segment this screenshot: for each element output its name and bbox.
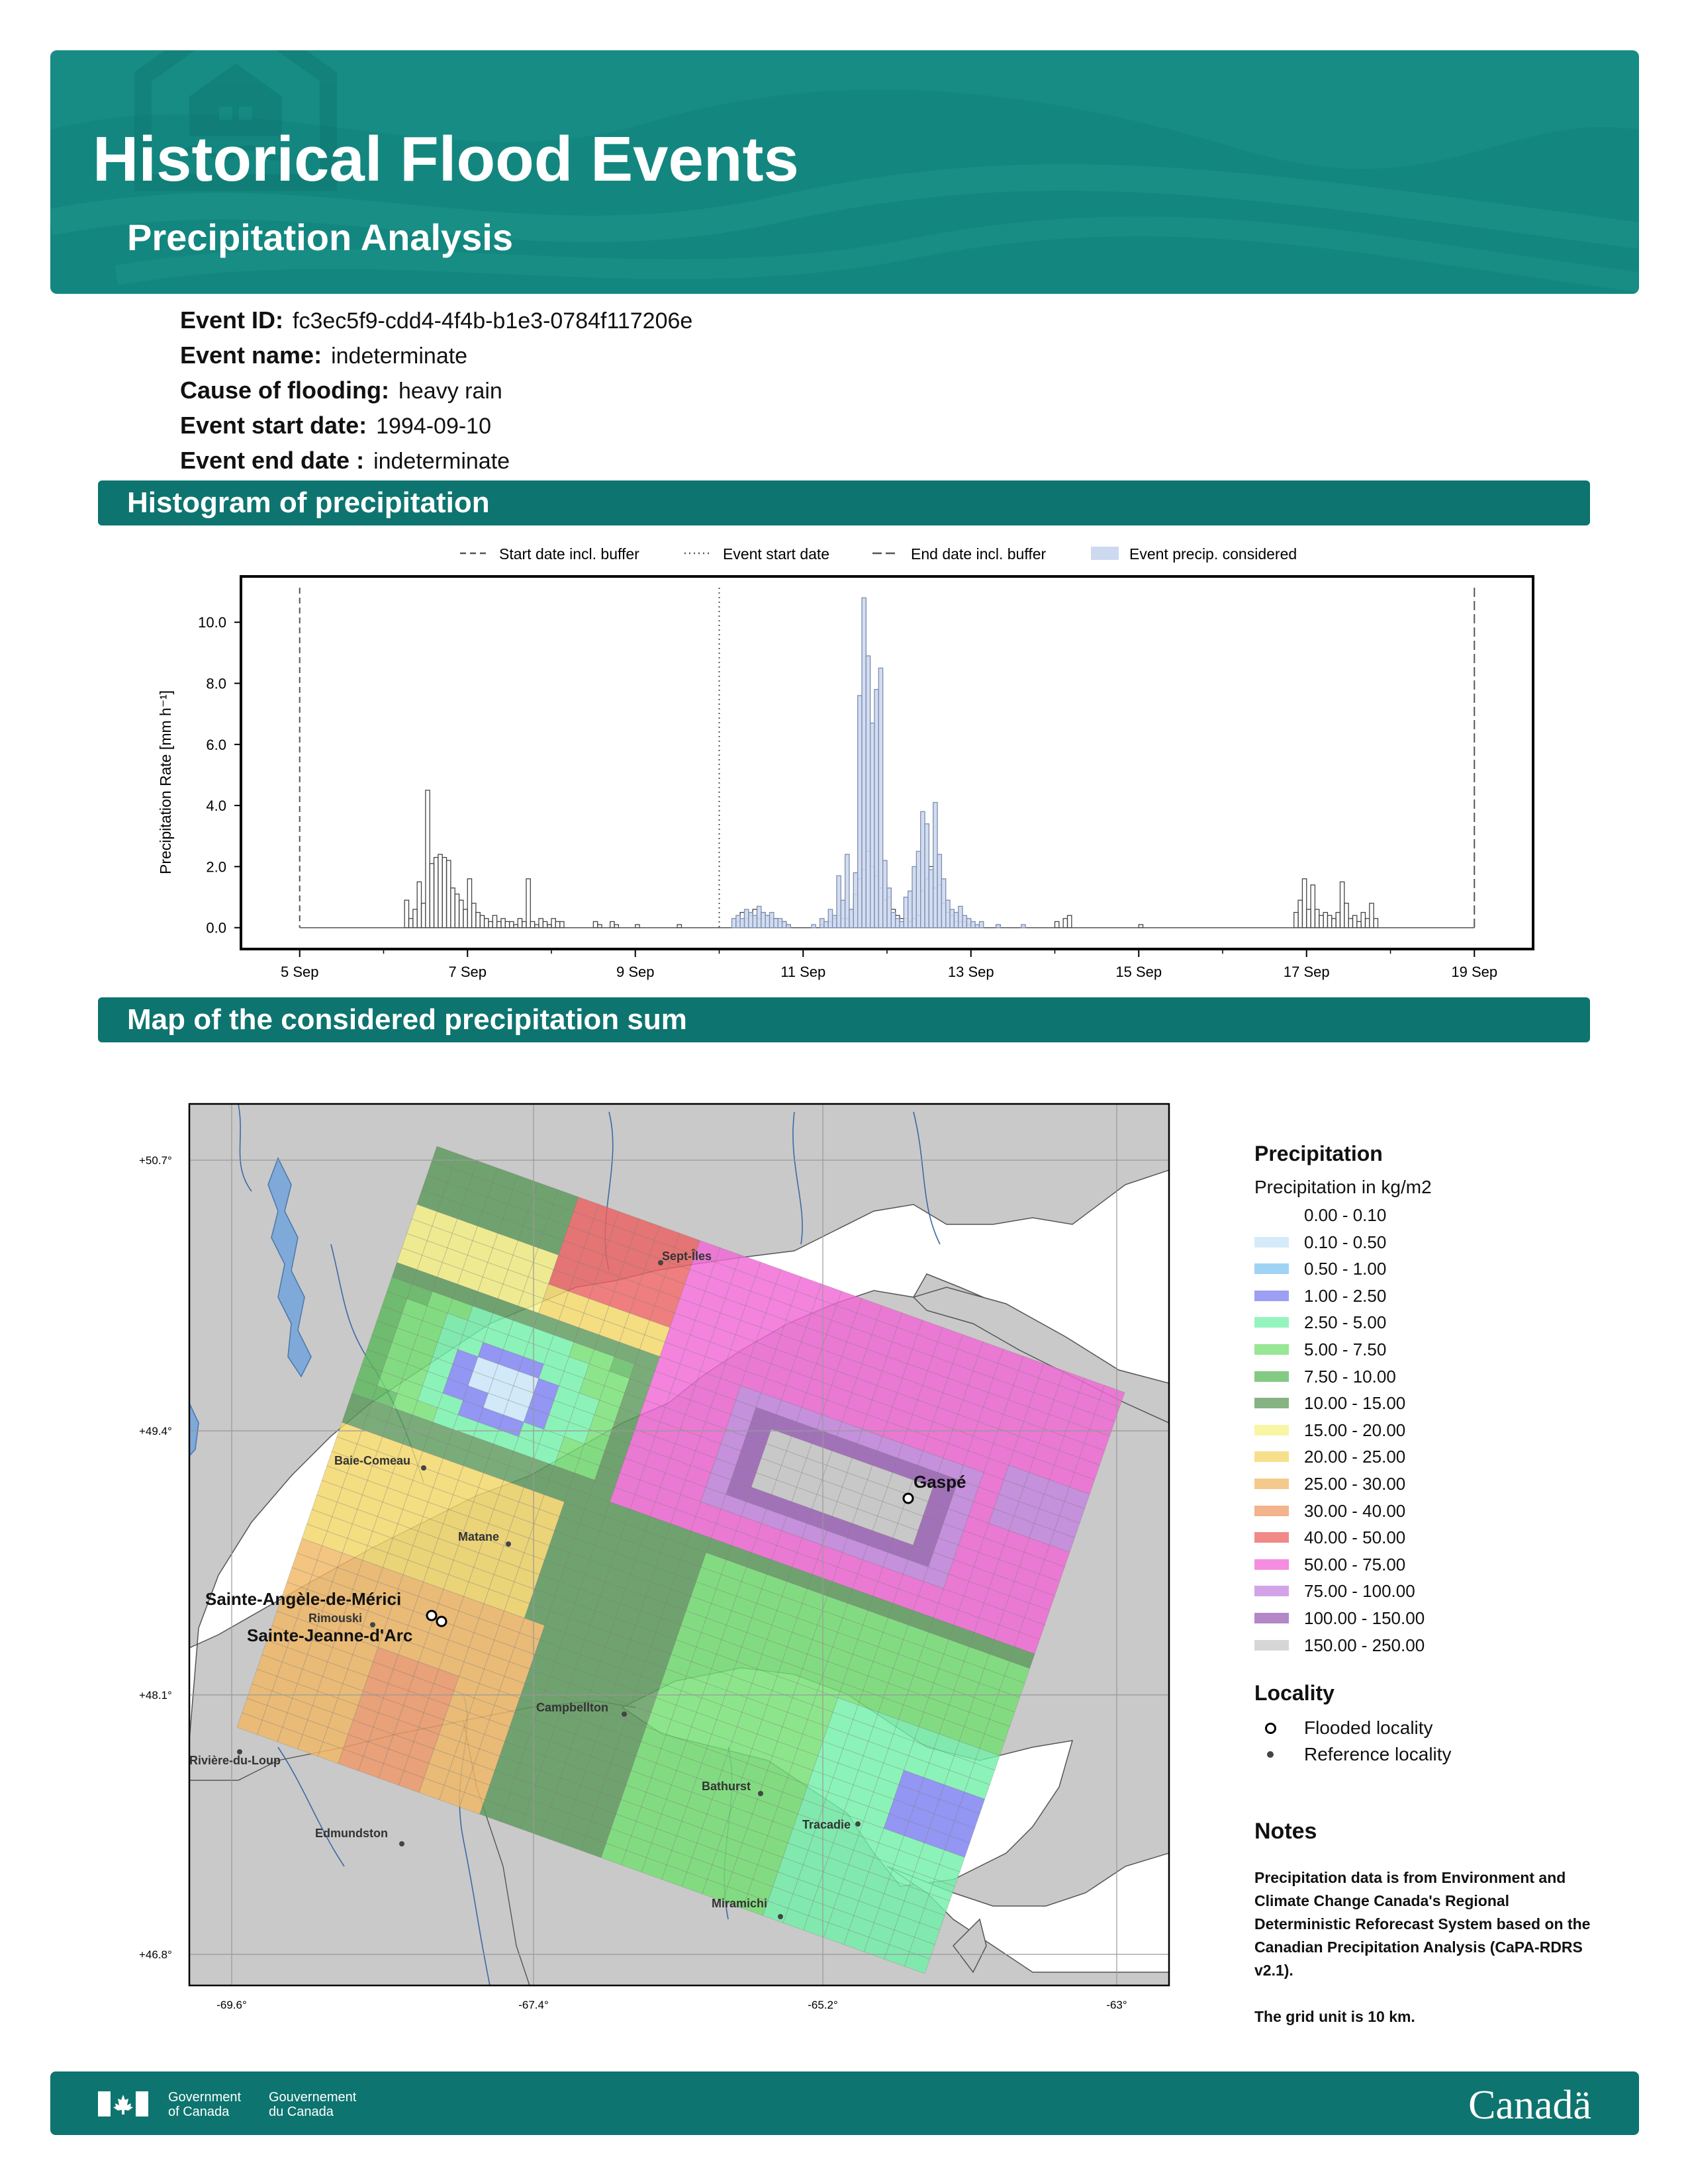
event-cause-value: heavy rain (398, 379, 502, 404)
lat-label-1: +50.7° (139, 1154, 172, 1167)
legend-swatch (1254, 1210, 1289, 1220)
precipitation-histogram (0, 529, 1688, 1006)
considered-bar (757, 906, 761, 927)
lat-label-4: +46.8° (139, 1948, 172, 1961)
legend-class-label: 25.00 - 30.00 (1304, 1473, 1406, 1494)
event-id-value: fc3ec5f9-cdd4-4f4b-b1e3-0784f117206e (293, 308, 693, 334)
event-end-row (180, 443, 692, 478)
legend-class-label: 1.00 - 2.50 (1304, 1285, 1387, 1306)
city-edmundston: Edmundston (315, 1827, 388, 1840)
considered-bar (979, 921, 983, 927)
legend-swatch (1254, 1263, 1289, 1274)
considered-bar (912, 866, 916, 927)
legend-end-buffer-label: End date incl. buffer (911, 545, 1047, 563)
legend-swatch (1254, 1532, 1289, 1543)
considered-bar (774, 919, 778, 928)
legend-event-start-label: Event start date (723, 545, 830, 563)
legend-class-5 (1254, 1336, 1625, 1363)
considered-bar (753, 915, 757, 927)
considered-bar (849, 909, 853, 928)
considered-bar (887, 888, 891, 928)
city-baie-comeau: Baie-Comeau (334, 1454, 411, 1467)
legend-class-label: 100.00 - 150.00 (1304, 1608, 1425, 1628)
legend-classes (1254, 1202, 1625, 1659)
legend-class-11 (1254, 1498, 1625, 1525)
legend-class-label: 10.00 - 15.00 (1304, 1393, 1406, 1414)
event-start-row (180, 408, 692, 443)
considered-bar (732, 919, 736, 928)
legend-swatch (1254, 1398, 1289, 1408)
legend-class-label: 50.00 - 75.00 (1304, 1554, 1406, 1574)
city-campbellton: Campbellton (536, 1701, 609, 1714)
considered-bar (896, 919, 900, 928)
legend-class-label: 7.50 - 10.00 (1304, 1366, 1396, 1387)
reference-locality-label: Reference locality (1304, 1744, 1452, 1764)
locality-title: Locality (1254, 1681, 1335, 1705)
notes-title: Notes (1254, 1819, 1317, 1844)
event-cause-label: Cause of flooding: (180, 377, 389, 404)
x-tick-label: 7 Sep (448, 964, 487, 980)
reference-locality-icon (1267, 1751, 1274, 1758)
canada-flag-icon (98, 2091, 148, 2116)
y-tick-label: 4.0 (206, 797, 226, 815)
considered-bar (870, 723, 874, 928)
page-title: Historical Flood Events (93, 124, 799, 195)
city-miramichi: Miramichi (712, 1897, 768, 1910)
considered-bar (891, 913, 895, 928)
legend-class-7 (1254, 1390, 1625, 1417)
legend-swatch (1254, 1559, 1289, 1570)
grid-note: The grid unit is 10 km. (1254, 2008, 1415, 2025)
legend-reference-locality (1254, 1744, 1452, 1765)
legend-class-15 (1254, 1605, 1625, 1632)
considered-bar (878, 668, 882, 927)
city-gaspe: Gaspé (914, 1472, 966, 1492)
legend-swatch (1254, 1640, 1289, 1651)
considered-bar (841, 900, 845, 928)
legend-swatch (1254, 1451, 1289, 1462)
x-tick-label: 15 Sep (1115, 964, 1162, 980)
legend-unit: Precipitation in kg/m2 (1254, 1177, 1432, 1197)
considered-bar (925, 824, 929, 928)
event-end-value: indeterminate (373, 449, 510, 474)
considered-bar (765, 915, 769, 927)
legend-class-3 (1254, 1283, 1625, 1310)
histogram-legend (460, 545, 1297, 563)
considered-bar (828, 909, 832, 928)
considered-bar (812, 925, 816, 928)
notes-body (1254, 1866, 1599, 2028)
legend-swatch (1254, 1237, 1289, 1248)
considered-bar (929, 870, 933, 928)
city-riviere-du-loup: Rivière-du-Loup (189, 1754, 281, 1767)
city-matane: Matane (458, 1530, 500, 1543)
lat-label-3: +48.1° (139, 1689, 172, 1702)
considered-bar (966, 919, 970, 928)
legend-class-label: 5.00 - 7.50 (1304, 1339, 1387, 1359)
event-start-label: Event start date: (180, 412, 367, 439)
considered-bar (862, 598, 866, 927)
legend-swatch (1254, 1317, 1289, 1328)
considered-bar (782, 921, 786, 927)
considered-bar (845, 854, 849, 928)
lon-label-3: -65.2° (808, 1999, 838, 2011)
city-sept-iles: Sept-Îles (662, 1250, 712, 1263)
legend-class-16 (1254, 1632, 1625, 1659)
precipitation-map (0, 1085, 1225, 2012)
flooded-locality-1: Sainte-Angèle-de-Mérici (205, 1589, 402, 1609)
flooded-marker-2 (437, 1617, 446, 1626)
considered-bar (858, 696, 862, 928)
city-rimouski: Rimouski (308, 1612, 363, 1625)
considered-bar (908, 891, 912, 927)
legend-class-13 (1254, 1551, 1625, 1578)
x-tick-label: 9 Sep (616, 964, 655, 980)
event-name-label: Event name: (180, 341, 322, 369)
legend-class-label: 30.00 - 40.00 (1304, 1500, 1406, 1521)
considered-bar (833, 915, 837, 927)
lon-label-4: -63° (1106, 1999, 1127, 2011)
legend-considered-label: Event precip. considered (1129, 545, 1297, 563)
considered-bar (770, 913, 774, 928)
legend-start-buffer-label: Start date incl. buffer (499, 545, 639, 563)
legend-class-label: 75.00 - 100.00 (1304, 1581, 1415, 1602)
legend-class-label: 0.00 - 0.10 (1304, 1205, 1387, 1225)
section-map-title: Map of the considered precipitation sum (98, 997, 1590, 1042)
considered-bar (786, 925, 790, 928)
notes-text: Precipitation data is from Environment and Climate Change Canada's Regional Deterministic Reforecast System based on the Canadian Precipitation Analysis (CaPA-RDRS v2.1). (1254, 1869, 1591, 1979)
legend-class-14 (1254, 1578, 1625, 1605)
flooded-locality-icon (1265, 1723, 1276, 1734)
lon-label-1: -69.6° (216, 1999, 247, 2011)
legend-swatch (1254, 1291, 1289, 1301)
considered-bar (853, 873, 857, 928)
legend-class-4 (1254, 1309, 1625, 1336)
event-cause-row (180, 373, 692, 408)
gov-en-line2: of Canada (168, 2105, 230, 2119)
considered-bar (778, 919, 782, 928)
section-histogram-title: Histogram of precipitation (98, 480, 1590, 525)
x-tick-label: 11 Sep (780, 964, 826, 980)
legend-swatch (1254, 1506, 1289, 1516)
y-axis-label: Precipitation Rate [mm h⁻¹] (157, 690, 174, 875)
legend-class-label: 0.50 - 1.00 (1304, 1259, 1387, 1279)
considered-bar (941, 879, 945, 928)
considered-bar (971, 921, 975, 927)
legend-class-10 (1254, 1471, 1625, 1498)
flooded-locality-2: Sainte-Jeanne-d'Arc (247, 1625, 413, 1645)
legend-class-6 (1254, 1363, 1625, 1390)
legend-class-0 (1254, 1202, 1625, 1229)
header-banner (50, 50, 1639, 294)
legend-swatch (1254, 1479, 1289, 1489)
event-info (180, 303, 692, 478)
y-tick-label: 8.0 (206, 675, 226, 692)
considered-bar (937, 854, 941, 928)
considered-bar (975, 925, 979, 928)
legend-swatch (1254, 1371, 1289, 1382)
considered-bar (749, 913, 753, 928)
y-tick-label: 10.0 (198, 614, 226, 631)
gov-fr-line1: Gouvernement (269, 2090, 357, 2105)
considered-bar (904, 897, 908, 928)
legend-class-label: 150.00 - 250.00 (1304, 1635, 1425, 1655)
considered-bar (916, 851, 920, 927)
legend-class-2 (1254, 1255, 1625, 1283)
y-tick-label: 6.0 (206, 736, 226, 753)
x-tick-label: 17 Sep (1283, 964, 1330, 980)
event-start-value: 1994-09-10 (376, 414, 491, 439)
gov-fr-line2: du Canada (269, 2105, 334, 2119)
event-id-label: Event ID: (180, 306, 284, 334)
considered-bar (946, 900, 950, 928)
event-id-row (180, 303, 692, 338)
considered-bar (883, 860, 887, 928)
legend-class-8 (1254, 1417, 1625, 1444)
legend-swatch (1254, 1586, 1289, 1596)
lon-label-2: -67.4° (518, 1999, 549, 2011)
gov-en (168, 2090, 241, 2119)
legend-flooded-locality (1254, 1717, 1433, 1739)
considered-bar (745, 909, 749, 928)
considered-bar (900, 921, 904, 927)
y-tick-label: 2.0 (206, 858, 226, 876)
city-bathurst: Bathurst (702, 1780, 751, 1793)
considered-bar (761, 913, 765, 928)
x-tick-label: 5 Sep (280, 964, 319, 980)
considered-bar (959, 906, 962, 927)
gov-en-line1: Government (168, 2090, 242, 2105)
flooded-locality-label: Flooded locality (1304, 1717, 1433, 1738)
x-tick-label: 13 Sep (947, 964, 994, 980)
y-tick-label: 0.0 (206, 919, 226, 936)
considered-bar (933, 802, 937, 927)
legend-considered-swatch (1091, 547, 1119, 560)
legend-class-1 (1254, 1229, 1625, 1256)
legend-class-label: 0.10 - 0.50 (1304, 1232, 1387, 1252)
legend-class-label: 2.50 - 5.00 (1304, 1312, 1387, 1333)
legend-class-9 (1254, 1443, 1625, 1471)
considered-bar (1021, 925, 1025, 928)
legend-class-label: 40.00 - 50.00 (1304, 1527, 1406, 1548)
considered-bar (820, 919, 824, 928)
considered-bar (874, 690, 878, 928)
legend-title: Precipitation (1254, 1142, 1383, 1165)
gov-fr (269, 2090, 356, 2119)
considered-bar (962, 915, 966, 927)
event-name-row (180, 338, 692, 373)
considered-bar (740, 919, 744, 928)
x-tick-label: 19 Sep (1451, 964, 1498, 980)
map-legend (1254, 1142, 1625, 1659)
considered-bar (824, 921, 828, 927)
event-name-value: indeterminate (331, 343, 468, 369)
flooded-marker-1 (427, 1611, 436, 1620)
lat-label-2: +49.4° (139, 1425, 172, 1437)
legend-swatch (1254, 1613, 1289, 1623)
considered-bar (996, 925, 1000, 928)
considered-bar (921, 811, 925, 927)
footer (50, 2071, 1639, 2135)
legend-class-12 (1254, 1524, 1625, 1551)
considered-bar (950, 909, 954, 928)
canada-wordmark: Canadä (1468, 2083, 1591, 2128)
legend-swatch (1254, 1425, 1289, 1435)
considered-bar (866, 656, 870, 928)
page-subtitle: Precipitation Analysis (127, 216, 513, 258)
considered-bar (736, 915, 740, 927)
considered-bar (954, 913, 958, 928)
legend-class-label: 20.00 - 25.00 (1304, 1447, 1406, 1467)
legend-swatch (1254, 1344, 1289, 1355)
considered-bar (837, 876, 841, 927)
event-end-label: Event end date : (180, 447, 365, 474)
city-tracadie: Tracadie (802, 1818, 851, 1831)
legend-class-label: 15.00 - 20.00 (1304, 1420, 1406, 1440)
